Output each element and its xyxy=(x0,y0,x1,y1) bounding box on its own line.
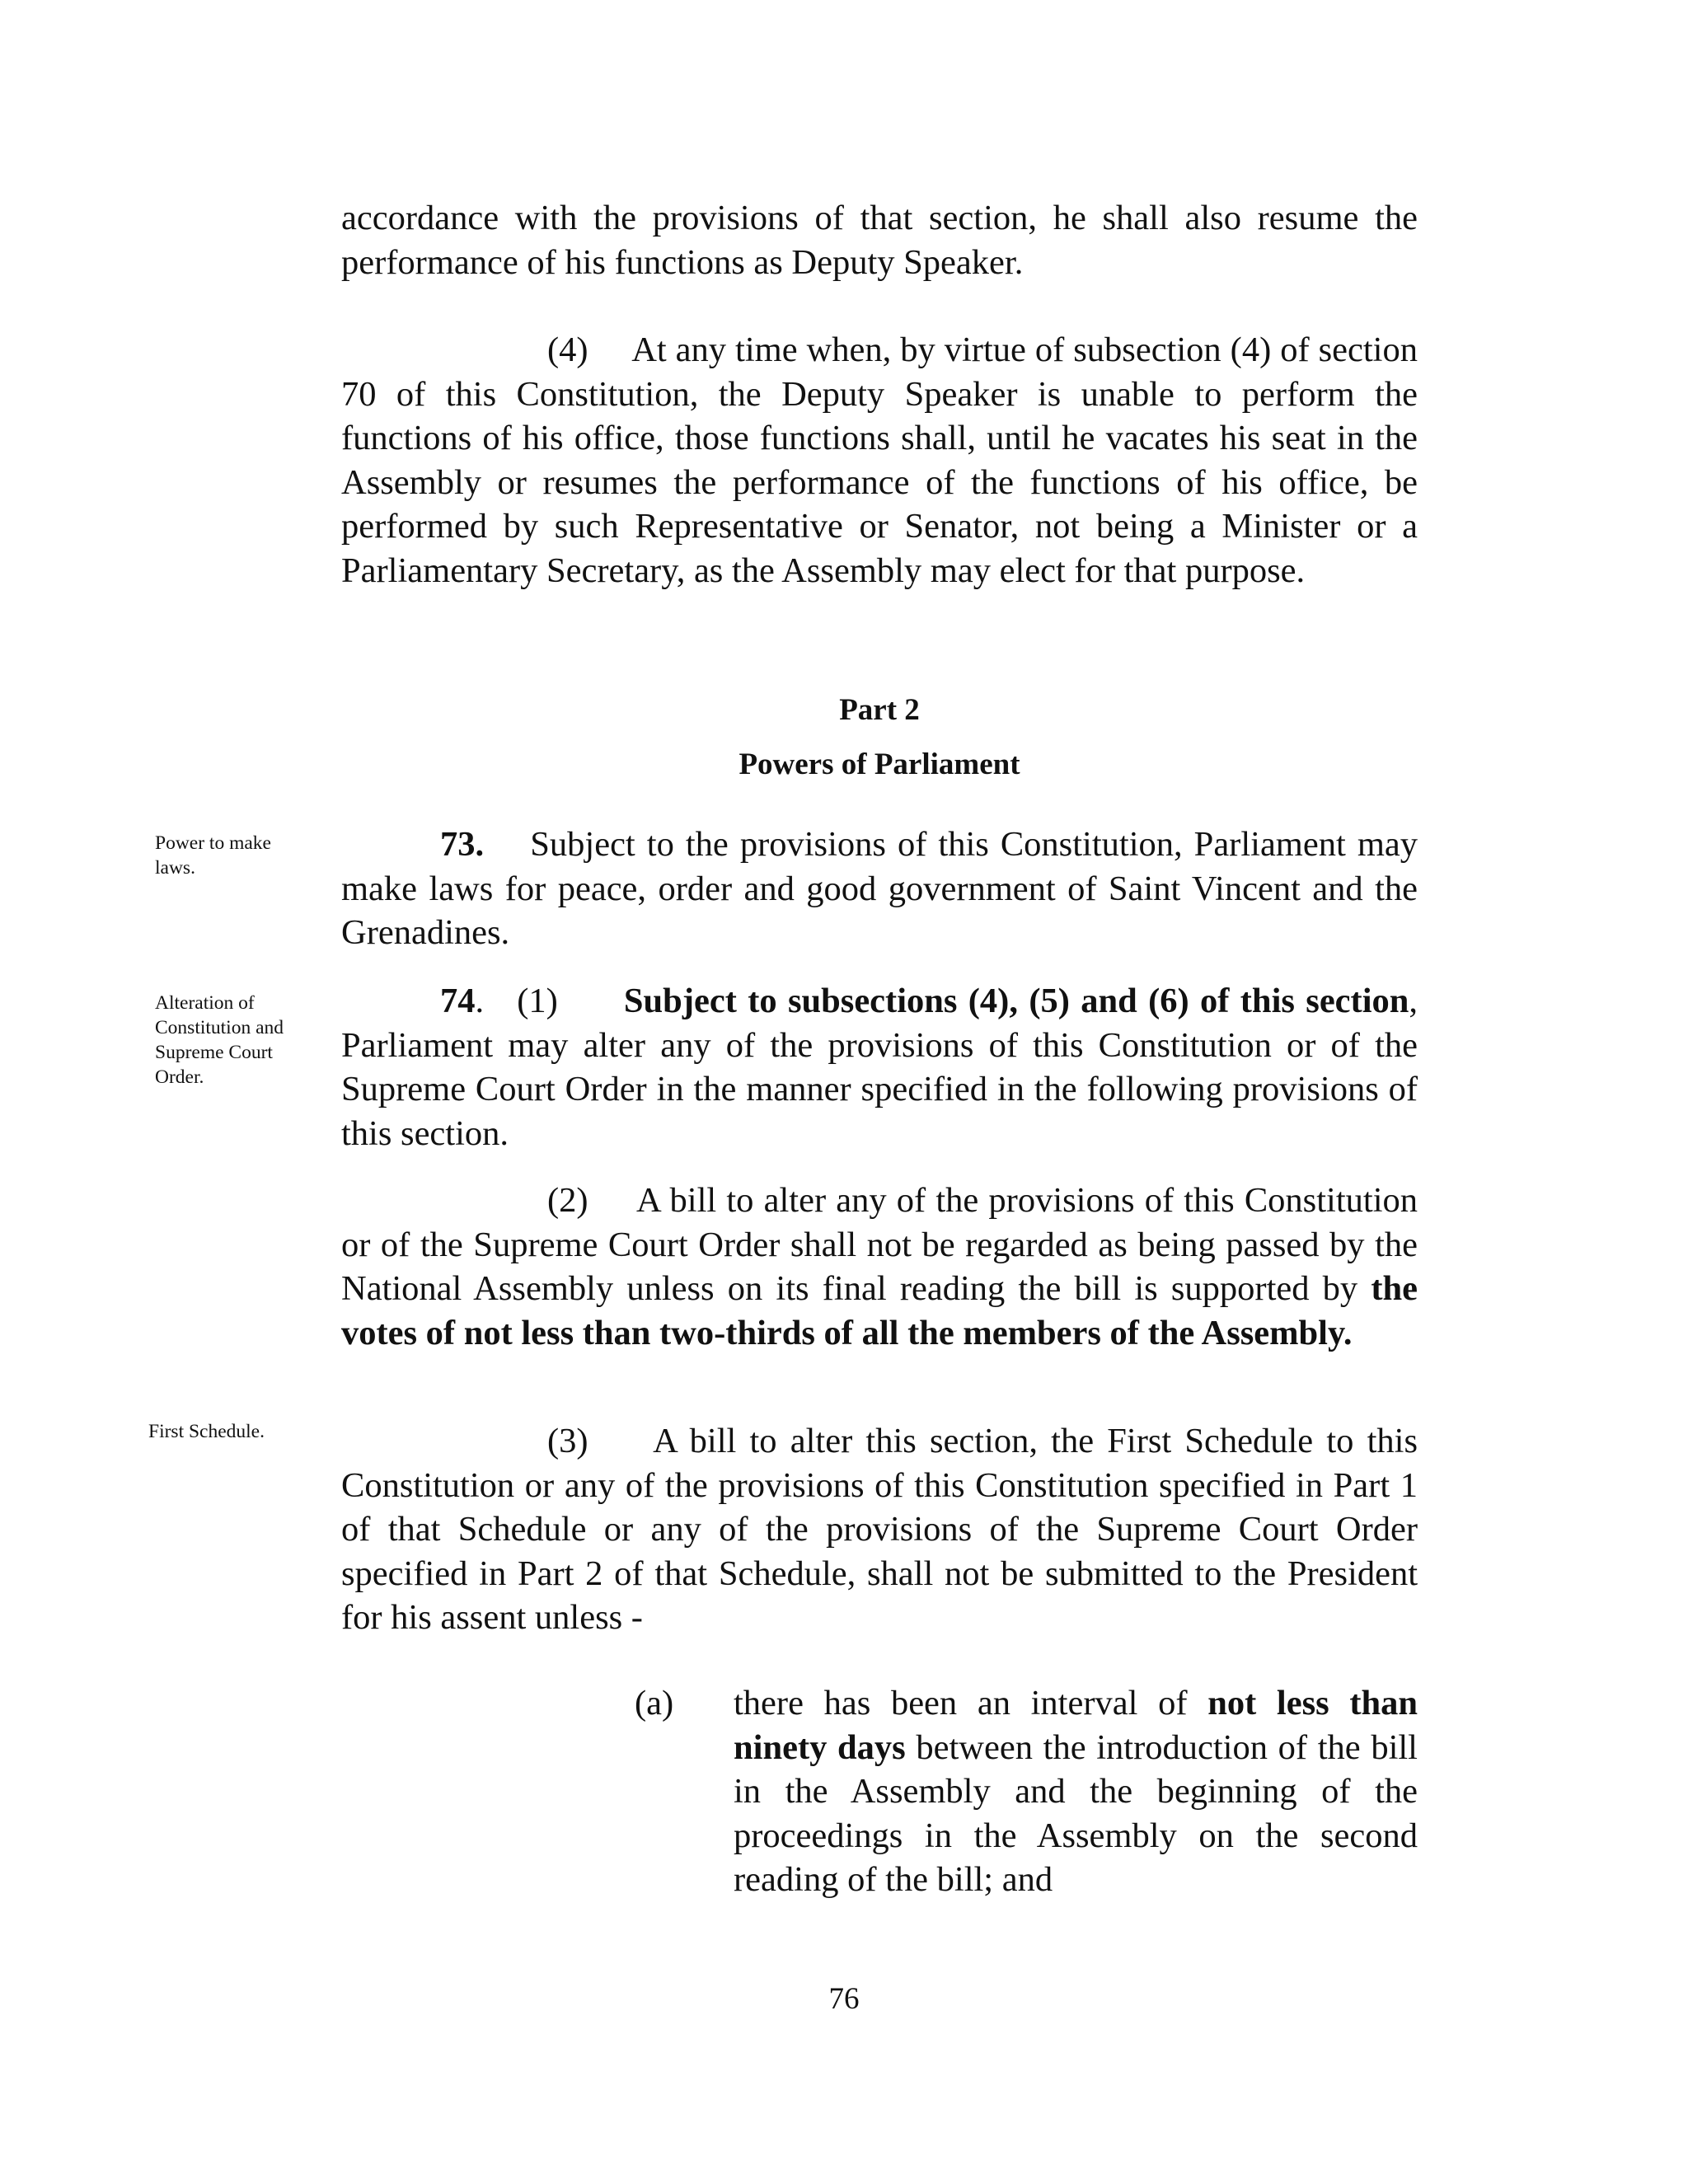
item-a-label: (a) xyxy=(635,1684,674,1722)
subsection-4-label: (4) xyxy=(547,330,588,369)
section-74-1-bold: Subject to subsections (4), (5) and (6) of this section xyxy=(623,982,1409,1020)
section-73 xyxy=(341,823,1418,955)
item-a-post: between the introduction of the bill in the Assembly and the beginning of the proceedings in the Assembly on the second reading of the bill; and xyxy=(734,1727,1418,1899)
section-74-2-text: A bill to alter any of the provisions of this Constitution or of the Supreme Court Order shall not be regarded as being passed by the National Assembly unless on its final reading the bill is supported by xyxy=(341,1181,1418,1308)
section-74-2 xyxy=(341,1179,1418,1355)
section-74-3-text: A bill to alter this section, the First Schedule to this Constitution or any of the provisions of this Constitution specified in Part 1 of that Schedule or any of the provisions of the Supreme Court Order specified in Part 2 of that Schedule, shall not be submitted to the President for his assent unless - xyxy=(341,1422,1418,1637)
section-74-1-label: (1) xyxy=(517,982,558,1020)
continued-text: accordance with the provisions of that section, he shall also resume the performance of his functions as Deputy Speaker. xyxy=(341,199,1418,282)
section-74-2-label: (2) xyxy=(547,1181,588,1220)
subsection-4 xyxy=(341,328,1418,593)
item-a-text xyxy=(734,1681,1418,1902)
item-a-bold: not less than ninety days xyxy=(734,1684,1418,1767)
section-74-1 xyxy=(341,979,1418,1155)
section-74-3-label: (3) xyxy=(547,1422,588,1460)
subsection-4-paragraph xyxy=(341,328,1418,593)
section-73-text: Subject to the provisions of this Constitution, Parliament may make laws for peace, order and good government of Saint Vincent and the Grenadines. xyxy=(341,825,1418,952)
section-73-paragraph xyxy=(341,823,1418,955)
section-74-1-text: , Parliament may alter any of the provisions of this Constitution or of the Supreme Court Order in the manner specified in the following provisions of this section. xyxy=(341,982,1418,1153)
margin-note-first-schedule: First Schedule. xyxy=(148,1421,265,1442)
section-74-3-paragraph xyxy=(341,1419,1418,1640)
item-a-pre: there has been an interval of xyxy=(734,1684,1208,1722)
page-number: 76 xyxy=(828,1982,860,2016)
section-74-1-paragraph xyxy=(341,979,1418,1155)
section-74-2-paragraph xyxy=(341,1179,1418,1355)
section-74-3 xyxy=(341,1419,1418,1640)
margin-note-alteration: Alteration of Constitution and Supreme Court Order. xyxy=(155,992,284,1088)
margin-note-power-to-make-laws: Power to make laws. xyxy=(155,832,271,879)
continued-paragraph xyxy=(341,196,1418,284)
section-74-2-bold: the votes of not less than two-thirds of all the members of the Assembly. xyxy=(341,1269,1418,1352)
part-title: Powers of Parliament xyxy=(738,748,1020,781)
subsection-4-text: At any time when, by virtue of subsection (4) of section 70 of this Constitution, the Deputy Speaker is unable to perform the functions of his office, those functions shall, until he vacates his seat in the Assembly or resumes the performance of the functions of his office, be performed by such Representative or Senator, not being a Minister or a Parliamentary Secretary, as the Assembly may elect for that purpose. xyxy=(341,330,1418,590)
section-74-number: 74 xyxy=(440,982,476,1020)
part-heading: Part 2 xyxy=(839,693,920,727)
section-73-number: 73. xyxy=(440,825,485,864)
section-74-number-dot: . xyxy=(475,982,485,1020)
